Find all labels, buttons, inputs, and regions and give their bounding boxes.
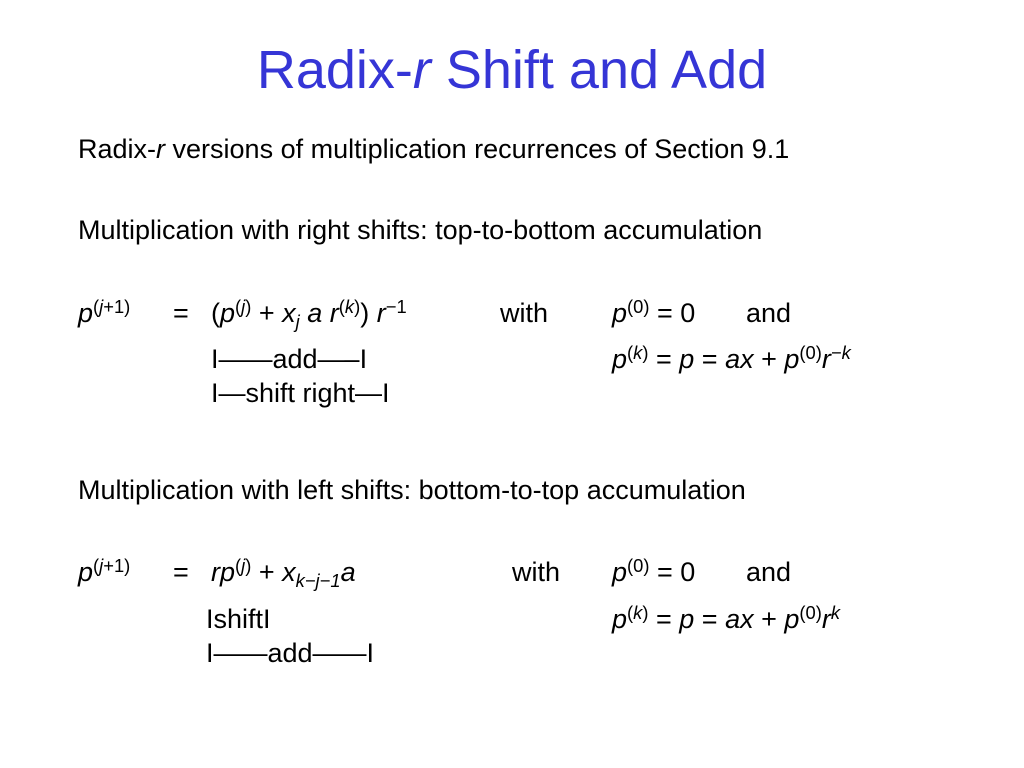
rhs-p: p xyxy=(220,557,236,587)
cond2-eq: = xyxy=(648,344,680,374)
rhs-x: x xyxy=(282,298,296,328)
rhs-p-superscript xyxy=(235,296,251,317)
rhs-p-superscript xyxy=(235,555,251,576)
title-rest: Shift and Add xyxy=(430,40,768,100)
rhs-p-sup-var: j xyxy=(241,554,246,576)
cond2-r: r xyxy=(821,344,831,374)
rhs-r: r xyxy=(329,298,339,328)
cond2-p: p xyxy=(612,604,628,634)
cond2-p3: p xyxy=(784,604,800,634)
lhs-base: p xyxy=(78,557,94,587)
cond2-superscript xyxy=(627,602,648,623)
left-shift-cond1 xyxy=(612,556,695,588)
right-shift-lhs xyxy=(78,297,130,329)
rhs-plus: + xyxy=(251,298,283,328)
lhs-sup-rest: +1) xyxy=(103,554,131,576)
lhs-sup-rest: +1) xyxy=(103,295,131,317)
rhs-plus: + xyxy=(251,557,283,587)
rhs-r-sup-var: k xyxy=(344,295,355,317)
cond2-p2: p xyxy=(679,344,695,374)
cond2-plus: + xyxy=(753,604,785,634)
cond2-eq: = xyxy=(648,604,680,634)
right-shift-rhs xyxy=(211,295,407,332)
right-shift-cond2 xyxy=(612,343,851,375)
cond1-p: p xyxy=(612,557,628,587)
rhs-x-subscript: k−j−1 xyxy=(295,569,341,591)
rhs-p-sup-open: ( xyxy=(235,554,242,576)
lhs-superscript xyxy=(93,555,130,576)
rhs-open-paren: ( xyxy=(211,298,220,328)
rhs-r-sup-open: ( xyxy=(338,295,345,317)
rhs-r-superscript xyxy=(339,296,360,317)
cond2-eq2: = xyxy=(694,344,726,374)
rhs-r2-superscript: −1 xyxy=(385,295,407,317)
rhs-x: x xyxy=(282,557,296,587)
right-shift-shift-brace: I—shift right—I xyxy=(211,378,390,408)
intro-line xyxy=(78,133,789,165)
left-shift-and: and xyxy=(746,557,792,587)
lhs-sup-open: ( xyxy=(93,554,100,576)
right-shift-add-brace: I——add—–I xyxy=(211,344,368,374)
title-variable: r xyxy=(412,40,431,100)
rhs-p-sup-close: ) xyxy=(245,295,252,317)
cond2-p3-superscript: (0) xyxy=(799,601,822,623)
cond2-r-superscript: −k xyxy=(830,341,851,363)
rhs-x-subscript: j xyxy=(295,310,300,332)
cond2-r-superscript: k xyxy=(830,601,841,623)
rhs-r-sup-close: ) xyxy=(354,295,361,317)
cond2-p3: p xyxy=(784,344,800,374)
cond2-ax: ax xyxy=(725,344,754,374)
rhs-p-sup-open: ( xyxy=(235,295,242,317)
cond2-plus: + xyxy=(753,344,785,374)
lhs-sup-var: j xyxy=(99,554,104,576)
rhs-r2: r xyxy=(376,298,386,328)
left-shift-heading: Multiplication with left shifts: bottom-to-top accumulation xyxy=(78,475,746,505)
cond2-sup-close: ) xyxy=(642,601,649,623)
left-shift-shift-brace: IshiftI xyxy=(206,604,271,634)
intro-variable: r xyxy=(156,134,166,164)
right-shift-equals: = xyxy=(173,298,189,328)
cond1-superscript: (0) xyxy=(627,554,650,576)
cond1-rest: = 0 xyxy=(649,557,696,587)
rhs-close-paren: ) xyxy=(360,298,377,328)
right-shift-heading: Multiplication with right shifts: top-to-bottom accumulation xyxy=(78,215,763,245)
cond2-sup-open: ( xyxy=(627,341,634,363)
rhs-r: r xyxy=(211,557,220,587)
lhs-base: p xyxy=(78,298,94,328)
rhs-p-sup-var: j xyxy=(241,295,246,317)
cond1-rest: = 0 xyxy=(649,298,696,328)
lhs-sup-open: ( xyxy=(93,295,100,317)
cond2-sup-var: k xyxy=(633,601,643,623)
cond2-ax: ax xyxy=(725,604,754,634)
cond2-sup-open: ( xyxy=(627,601,634,623)
slide-title xyxy=(0,38,1024,102)
right-shift-cond1 xyxy=(612,297,695,329)
cond2-r: r xyxy=(821,604,831,634)
right-shift-and: and xyxy=(746,298,792,328)
rhs-a: a xyxy=(340,557,356,587)
lhs-sup-var: j xyxy=(99,295,104,317)
left-shift-add-brace: I——add——I xyxy=(206,638,375,668)
cond1-superscript: (0) xyxy=(627,295,650,317)
intro-prefix: Radix- xyxy=(78,134,157,164)
rhs-p-sup-close: ) xyxy=(245,554,252,576)
cond2-eq2: = xyxy=(694,604,726,634)
lhs-superscript xyxy=(93,296,130,317)
title-prefix: Radix- xyxy=(256,40,413,100)
left-shift-with: with xyxy=(512,557,561,587)
intro-rest: versions of multiplication recurrences of Section 9.1 xyxy=(165,134,790,164)
cond2-p2: p xyxy=(679,604,695,634)
cond2-superscript xyxy=(627,342,648,363)
left-shift-rhs xyxy=(211,554,356,591)
rhs-a: a xyxy=(299,298,330,328)
cond2-p3-superscript: (0) xyxy=(799,341,822,363)
left-shift-lhs xyxy=(78,556,130,588)
cond2-p: p xyxy=(612,344,628,374)
cond1-p: p xyxy=(612,298,628,328)
rhs-p: p xyxy=(220,298,236,328)
right-shift-with: with xyxy=(500,298,549,328)
left-shift-cond2 xyxy=(612,603,840,635)
cond2-sup-close: ) xyxy=(642,341,649,363)
cond2-sup-var: k xyxy=(633,341,643,363)
left-shift-equals: = xyxy=(173,557,189,587)
